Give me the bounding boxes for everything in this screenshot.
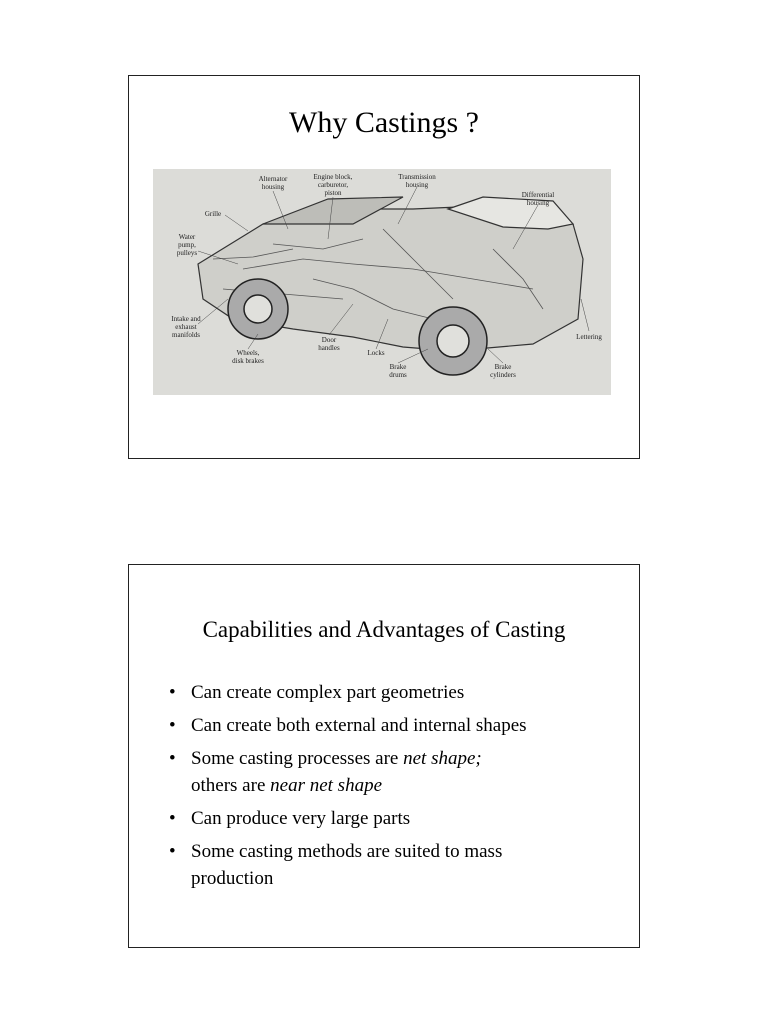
bullet-marker: •	[169, 841, 176, 862]
bullet-list	[169, 679, 609, 898]
car-diagram	[153, 169, 611, 395]
bullet-text: Can produce very large parts	[191, 808, 411, 829]
bullet-item	[169, 745, 609, 799]
label-grille: Grille	[204, 210, 222, 218]
bullet-item	[169, 712, 609, 739]
bullet-marker: •	[169, 748, 176, 769]
label-engine: Engine block, carburetor, piston	[313, 173, 353, 197]
bullet-item	[169, 679, 609, 706]
bullet-marker: •	[169, 808, 176, 829]
label-intake: Intake and exhaust manifolds	[171, 315, 201, 339]
label-brake-drums: Brake drums	[389, 363, 407, 379]
bullet-text: net shape;	[403, 748, 482, 769]
label-lettering: Lettering	[576, 333, 602, 341]
label-water-pump: Water pump, pulleys	[176, 233, 198, 257]
bullet-item	[169, 805, 609, 832]
slide-title: Capabilities and Advantages of Casting	[202, 617, 566, 642]
bullet-text: Can create complex part geometries	[191, 682, 465, 703]
label-alternator: Alternator housing	[258, 175, 288, 191]
label-transmission: Transmission housing	[398, 173, 436, 189]
bullet-text: others are	[191, 775, 271, 796]
slide-why-castings	[128, 75, 640, 459]
label-differential: Differential housing	[521, 191, 555, 207]
label-brake-cylinders: Brake cylinders	[490, 363, 516, 379]
bullet-text: Some casting processes are	[191, 748, 404, 769]
label-wheels: Wheels, disk brakes	[232, 349, 264, 365]
slide-title: Why Castings ?	[289, 106, 479, 139]
bullet-text: near net shape	[270, 775, 383, 796]
car-cutaway-illustration	[153, 169, 611, 395]
bullet-text: Some casting methods are suited to mass	[191, 841, 503, 862]
label-door-handles: Door handles	[318, 336, 340, 352]
bullet-marker: •	[169, 715, 176, 736]
bullet-item	[169, 838, 609, 892]
slide-capabilities	[128, 564, 640, 948]
label-locks: Locks	[367, 349, 385, 357]
bullet-marker: •	[169, 682, 176, 703]
bullet-text: Can create both external and internal shapes	[191, 715, 527, 736]
bullet-text: production	[191, 868, 274, 889]
